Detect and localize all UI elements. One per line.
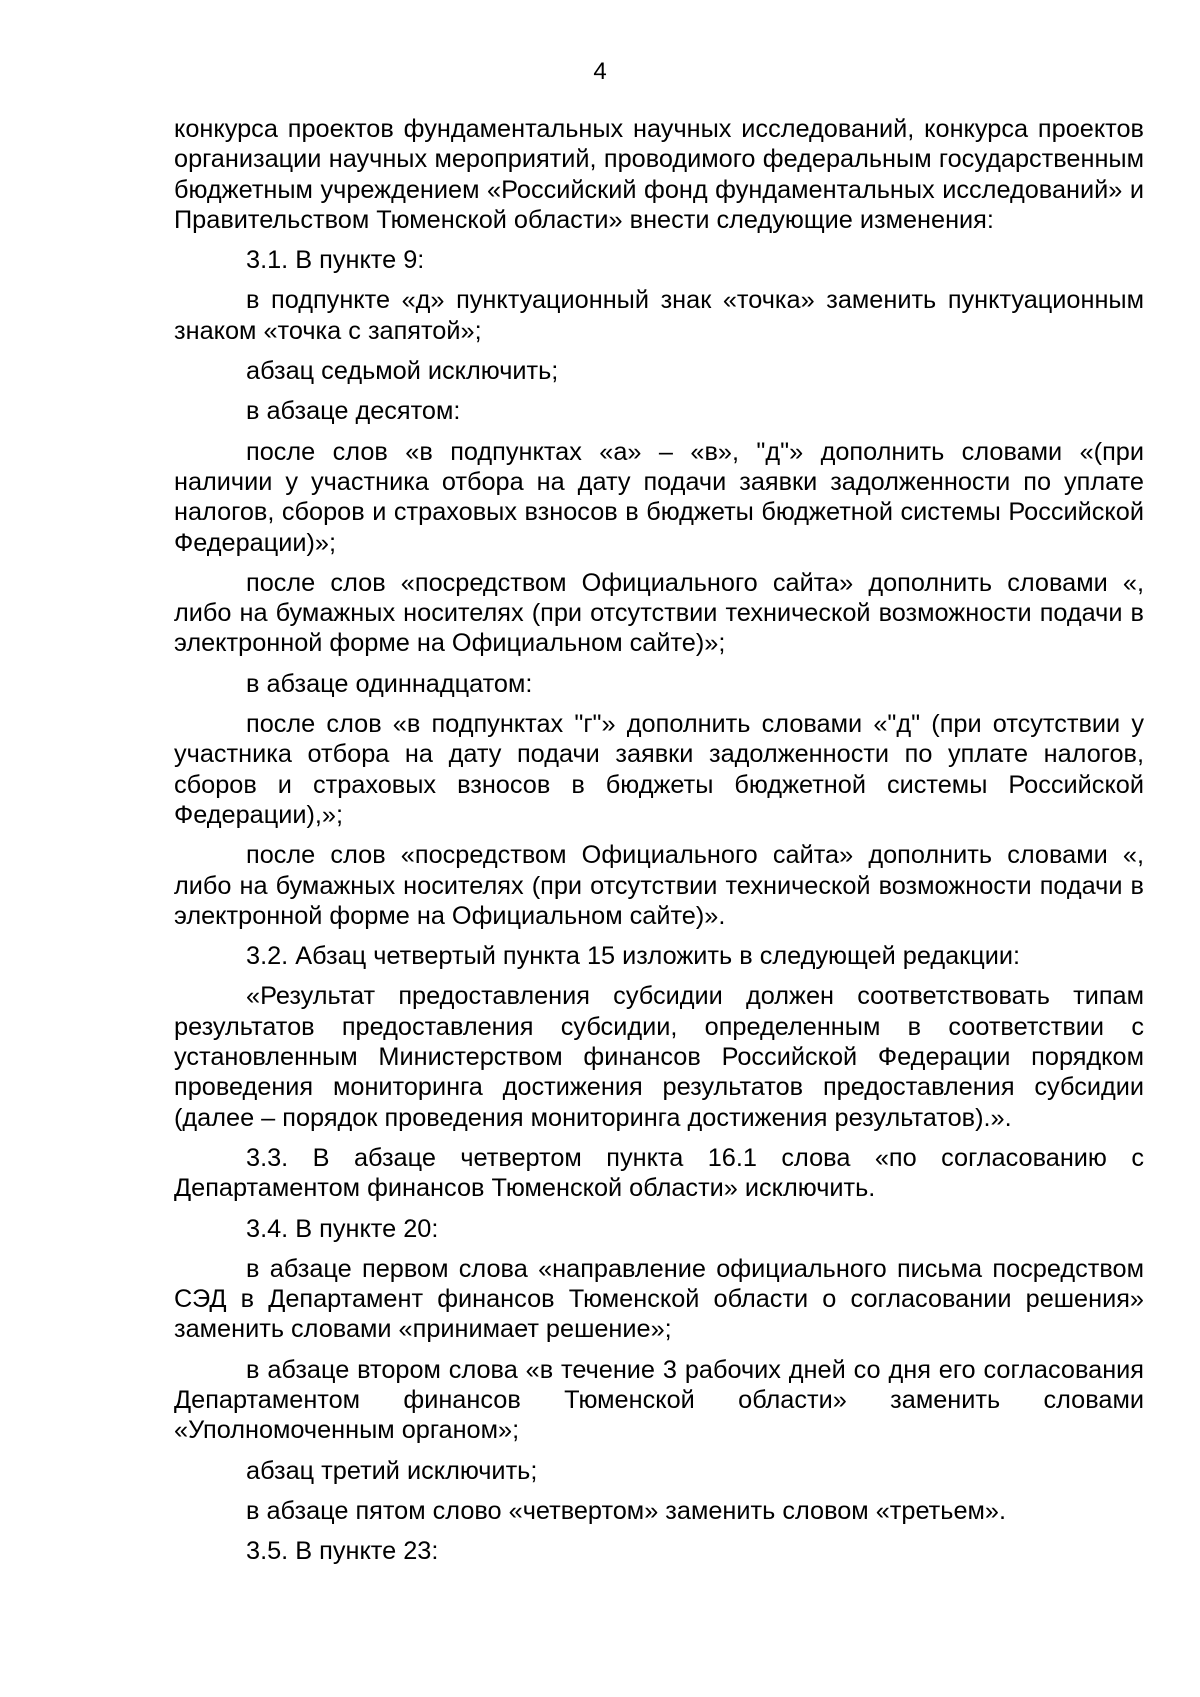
paragraph-subitem-d: в подпункте «д» пунктуационный знак «точка» заменить пунктуационным знаком «точка с запятой»; xyxy=(174,286,1144,345)
paragraph-item-3-4-first: в абзаце первом слова «направление официального письма посредством СЭД в Департамент финансов Тюменской области о согласовании решения» заменить словами «принимает решение»; xyxy=(174,1254,1144,1344)
paragraph-item-3-4-third: абзац третий исключить; xyxy=(246,1456,538,1485)
page-number: 4 xyxy=(593,58,607,85)
paragraph-item-3-2-text: «Результат предоставления субсидии должен соответствовать типам результатов предоставления субсидии, определенным в соответствии с установленным Министерством финансов Российской Федерации порядком проведения мониторинга достижения результатов предоставления субсидии (далее – порядок проведения мониторинга достижения результатов).». xyxy=(174,982,1144,1132)
paragraph-eleventh-amend-2: после слов «посредством Официального сайта» дополнить словами «, либо на бумажных носителях (при отсутствии технической возможности подачи в электронной форме на Официальном сайте)». xyxy=(174,841,1144,930)
paragraph-item-3-2: 3.2. Абзац четвертый пункта 15 изложить в следующей редакции: xyxy=(246,942,1021,971)
paragraph-intro-continuation: конкурса проектов фундаментальных научных исследований, конкурса проектов организации научных мероприятий, проводимого федеральным государственным бюджетным учреждением «Российский фонд фундаментальных исследований» и Правительством Тюменской области» внести следующие изменения: xyxy=(174,115,1144,234)
document-body xyxy=(174,114,1144,1576)
paragraph-item-3-4: 3.4. В пункте 20: xyxy=(246,1214,439,1243)
paragraph-item-3-4-second: в абзаце втором слова «в течение 3 рабочих дней со дня его согласования Департаментом финансов Тюменской области» заменить словами «Уполномоченным органом»; xyxy=(174,1355,1144,1445)
paragraph-tenth-heading: в абзаце десятом: xyxy=(246,397,461,426)
paragraph-tenth-amend-1: после слов «в подпунктах «а» – «в», "д"» дополнить словами «(при наличии у участника отбора на дату подачи заявки задолженности по уплате налогов, сборов и страховых взносов в бюджеты бюджетной системы Российской Федерации)»; xyxy=(174,437,1144,557)
paragraph-item-3-4-fifth: в абзаце пятом слово «четвертом» заменить словом «третьем». xyxy=(246,1496,1007,1525)
paragraph-item-3-5: 3.5. В пункте 23: xyxy=(246,1537,439,1566)
paragraph-eleventh-amend-1: после слов «в подпунктах "г"» дополнить словами «"д" (при отсутствии у участника отбора на дату подачи заявки задолженности по уплате налогов, сборов и страховых взносов в бюджеты бюджетной системы Российской Федерации),»; xyxy=(174,710,1144,829)
paragraph-seventh-exclude: абзац седьмой исключить; xyxy=(246,357,559,386)
paragraph-item-3-1: 3.1. В пункте 9: xyxy=(246,246,425,275)
paragraph-tenth-amend-2: после слов «посредством Официального сайта» дополнить словами «, либо на бумажных носителях (при отсутствии технической возможности подачи в электронной форме на Официальном сайте)»; xyxy=(174,568,1144,658)
paragraph-item-3-3: 3.3. В абзаце четвертом пункта 16.1 слова «по согласованию с Департаментом финансов Тюменской области» исключить. xyxy=(174,1143,1144,1203)
paragraph-eleventh-heading: в абзаце одиннадцатом: xyxy=(246,669,533,698)
